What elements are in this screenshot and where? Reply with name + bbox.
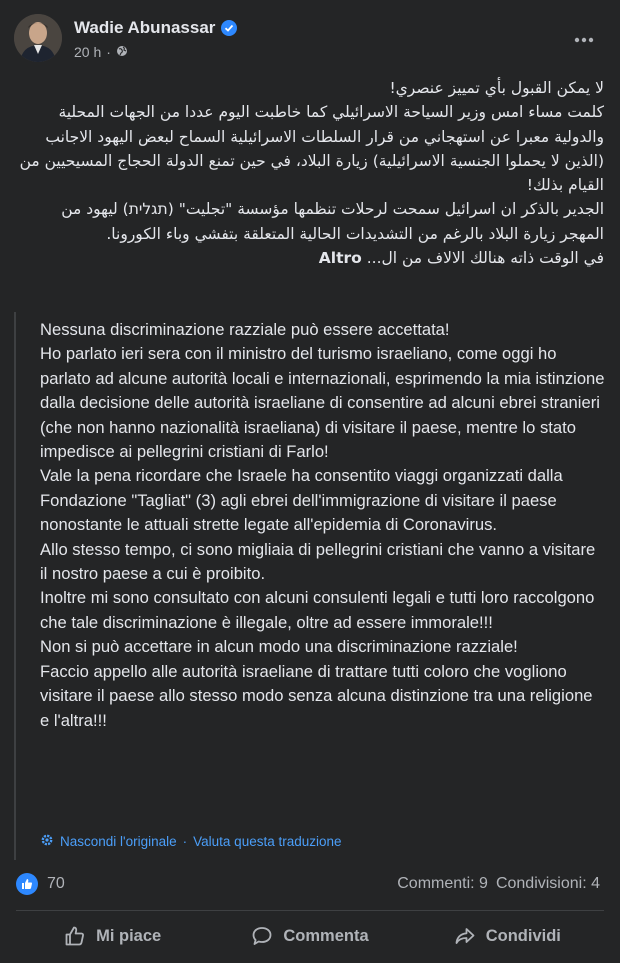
divider (16, 910, 604, 911)
hide-original-link[interactable]: Nascondi l'originale (60, 834, 177, 849)
avatar[interactable] (14, 14, 62, 62)
verified-badge-icon (221, 20, 237, 36)
translation-paragraph: Vale la pena ricordare che Israele ha consentito viaggi organizzati dalla Fondazione "Tagliat" (3) agli ebrei dell'immigrazione di visitare il paese nonostante le attuali strette legate all'epidemia di Coronavirus. (40, 466, 563, 535)
post-meta (74, 44, 128, 60)
likes-count: 70 (47, 875, 65, 892)
translation-paragraph: Ho parlato ieri sera con il ministro del turismo israeliano, come oggi ho parlato ad alcune autorità locali e internazionali, esprimendo la mia istinzione dalla decisione delle autorità israeliane di consentire ad alcuni ebrei stranieri (che non hanno nazionalità israeliana) di visitare il paese, mentre lo stato impedisce ai pellegrini cristiani di Farlo! (40, 344, 605, 462)
translation-paragraph: Non si può accettare in alcun modo una discriminazione razziale! (40, 637, 518, 657)
share-button[interactable] (409, 914, 606, 958)
link-separator: · (182, 834, 188, 849)
comments-count[interactable]: Commenti: 9 (397, 875, 488, 892)
arabic-line-1: لا يمكن القبول بأي تمييز عنصري! (389, 79, 604, 97)
action-bar (14, 914, 606, 958)
globe-icon[interactable] (116, 44, 128, 60)
engagement-counts (397, 875, 600, 893)
translation-links (40, 833, 342, 850)
author-name[interactable] (74, 18, 237, 38)
shares-count[interactable]: Condivisioni: 4 (495, 875, 600, 892)
translation-block (14, 312, 606, 860)
author-name-text[interactable]: Wadie Abunassar (74, 18, 216, 37)
comment-icon (251, 925, 273, 947)
arabic-line-4 (16, 246, 604, 270)
post-original-text (16, 76, 604, 270)
comment-button[interactable] (211, 914, 408, 958)
more-options-button[interactable] (566, 22, 602, 58)
post-time[interactable]: 20 h (74, 44, 102, 60)
comment-label: Commenta (283, 926, 369, 945)
share-icon (454, 925, 476, 947)
translation-paragraph: Allo stesso tempo, ci sono migliaia di pellegrini cristiani che vanno a visitare il nostro paese a cui è proibito. (40, 539, 596, 584)
see-more-link[interactable]: Altro (318, 249, 362, 268)
like-label: Mi piace (96, 926, 162, 945)
share-label: Condividi (485, 926, 561, 945)
gear-icon (40, 833, 54, 850)
thumbs-up-icon (64, 925, 86, 947)
arabic-line-2: كلمت مساء امس وزير السياحة الاسرائيلي كما خاطبت اليوم عددا من الجهات المحلية والدولية معبرا عن استهجاني من قرار السلطات الاسرائيلية السماح لبعض اليهود الاجانب (الذين لا يحملوا الجنسية الاسرائيلية) زيارة البلاد، في حين تمنع الدولة الحجاج المسيحيين من القيام بذلك! (19, 103, 604, 195)
rate-translation-link[interactable]: Valuta questa traduzione (193, 834, 342, 849)
reaction-summary[interactable] (16, 873, 65, 895)
translation-paragraph: Faccio appello alle autorità israeliane di trattare tutti coloro che vogliono visitare il paese allo stesso modo senza alcuna distinzione tra una religione e l'altra!!! (40, 661, 593, 730)
arabic-line-4-text: في الوقت ذاته هنالك الالاف من ال... (366, 249, 604, 268)
reactions-bar (16, 870, 600, 898)
translation-paragraph: Inoltre mi sono consultato con alcuni consulenti legali e tutti loro raccolgono che tale discriminazione è illegale, oltre ad essere immorale!!! (40, 588, 595, 632)
like-button[interactable] (14, 914, 211, 958)
post-header (14, 14, 606, 70)
translation-text (40, 312, 606, 733)
translation-paragraph: Nessuna discriminazione razziale può essere accettata! (40, 320, 450, 339)
more-dots-icon (574, 37, 594, 43)
meta-separator: · (106, 44, 111, 60)
arabic-line-3: الجدير بالذكر ان اسرائيل سمحت لرحلات تنظمها مؤسسة "تجليت" (תגלית) ليهود من المهجر زيارة البلاد بالرغم من التشديدات الحالية المتعلقة بتفشي وباء الكورونا. (61, 200, 604, 243)
like-reaction-icon (16, 873, 38, 895)
